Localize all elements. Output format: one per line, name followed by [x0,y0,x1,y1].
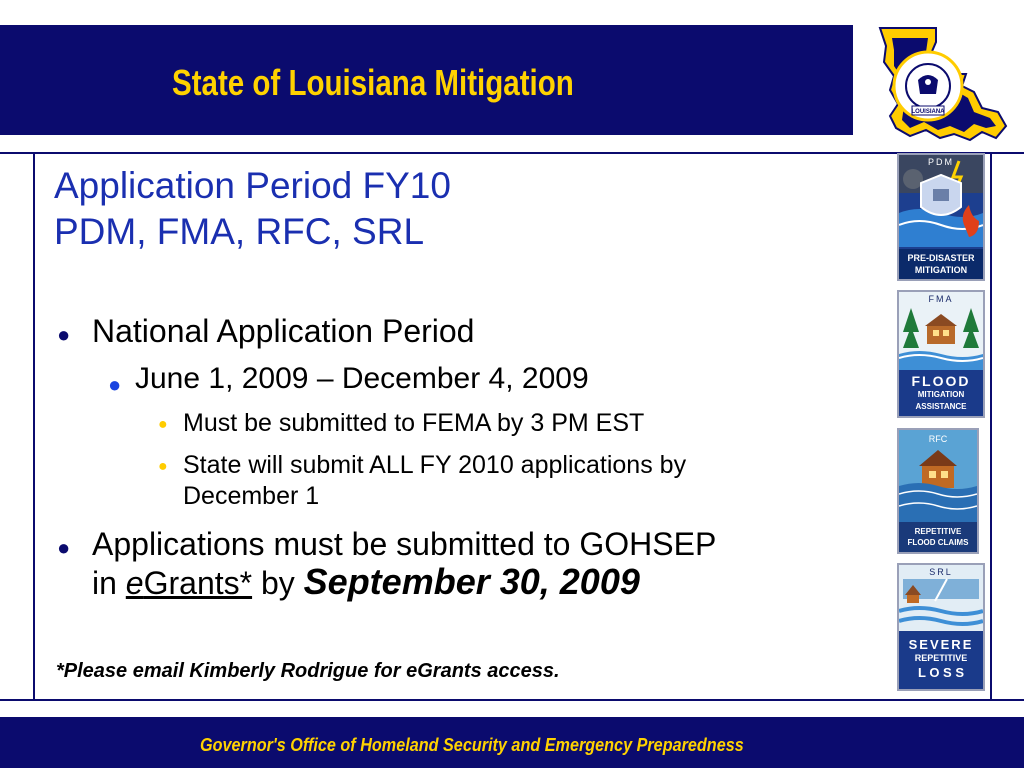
slide-title-line1: Application Period FY10 [54,165,451,206]
bullet-gohsep-line1: Applications must be submitted to GOHSEP [92,526,717,562]
srl-badge-line3: L O S S [918,665,964,680]
bullet-state-submit [183,450,686,512]
fma-badge-label [899,370,983,416]
rfc-badge-top: RFC [928,434,948,444]
slide-title [54,163,451,255]
sub-sub-bullet-dot: ● [158,416,168,433]
pdm-badge-top: PDM [928,157,954,167]
bullet-dot: ● [57,322,71,347]
pdm-badge-label [899,249,983,279]
footer-agency-name: Governor's Office of Homeland Security and Emergency Preparedness [200,735,744,755]
bullet-fema-deadline: Must be submitted to FEMA by 3 PM EST [183,409,645,437]
bullet-dates: June 1, 2009 – December 4, 2009 [135,362,589,395]
bullet-gohsep-line2 [92,563,716,602]
rfc-badge-label [899,522,977,552]
rfc-badge-line1: REPETITIVE [914,527,962,536]
sub-bullet-dot: ● [108,372,122,397]
fma-badge-line1: FLOOD [911,373,971,389]
egrants-access-note: *Please email Kimberly Rodrigue for eGrants access. [56,660,560,682]
rfc-badge-line2: FLOOD CLAIMS [907,538,969,547]
bullet-national-period: National Application Period [92,313,475,349]
gohsep-deadline-date: September 30, 2009 [303,561,640,602]
bullet-gohsep [92,525,716,602]
egrants-rest: Grants* [143,565,253,601]
frame-right-line [990,152,992,700]
srl-badge-line2: REPETITIVE [914,653,968,663]
gohsep-by-text: by [260,565,295,601]
fma-badge-line2: MITIGATION [917,390,965,399]
fma-badge [897,290,985,418]
srl-badge-line1: SEVERE [908,637,974,652]
srl-badge-label [899,631,983,689]
frame-bottom-line [0,699,1024,701]
bullet-state-submit-line1: State will submit ALL FY 2010 applications by [183,451,687,479]
pdm-badge-line2: MITIGATION [914,265,968,275]
gohsep-logo [870,22,1016,150]
bullet-dot: ● [57,535,71,560]
header-title: State of Louisiana Mitigation [172,62,574,103]
pdm-badge [897,153,985,281]
slide-title-line2: PDM, FMA, RFC, SRL [54,211,425,252]
srl-badge-top: SRL [929,567,953,577]
srl-badge [897,563,985,691]
egrants-e: e [125,565,144,601]
pdm-badge-line1: PRE-DISASTER [907,253,975,263]
fma-badge-top: FMA [928,294,954,304]
rfc-badge [897,428,979,554]
egrants-link[interactable] [126,565,252,601]
fma-badge-line3: ASSISTANCE [915,402,967,411]
bullet-state-submit-line2: December 1 [183,482,320,510]
svg-text:LOUISIANA: LOUISIANA [911,109,945,115]
sub-sub-bullet-dot: ● [158,458,168,475]
frame-left-line [33,152,35,700]
frame-top-line [0,152,1024,154]
gohsep-in-text: in [92,565,117,601]
